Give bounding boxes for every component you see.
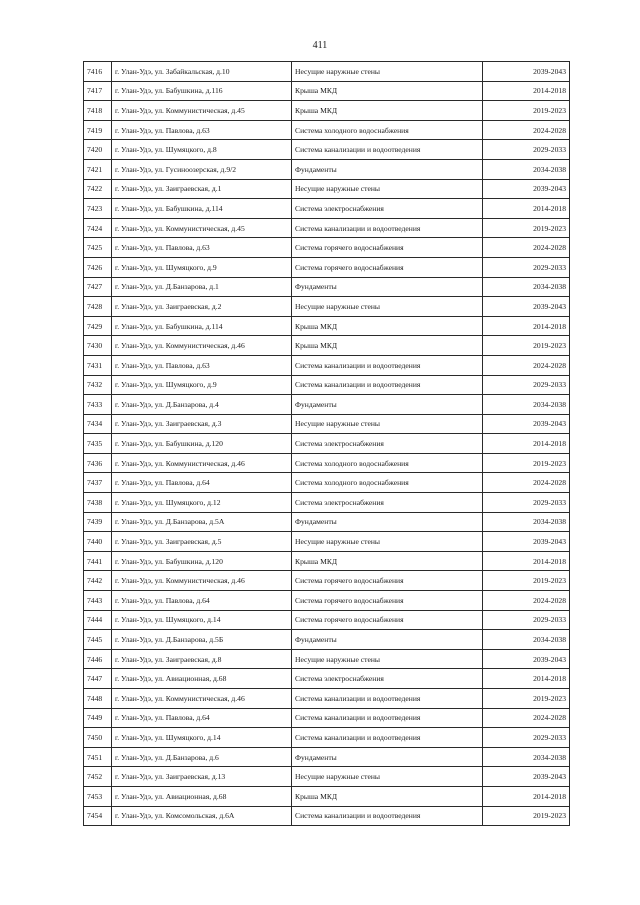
address-cell: г. Улан-Удэ, ул. Заиграевская, д.8 xyxy=(112,649,292,669)
address-cell: г. Улан-Удэ, ул. Бабушкина, д.120 xyxy=(112,551,292,571)
row-number-cell: 7416 xyxy=(84,62,112,82)
table-row xyxy=(84,238,570,258)
address-cell: г. Улан-Удэ, ул. Бабушкина, д.116 xyxy=(112,81,292,101)
row-number-cell: 7426 xyxy=(84,257,112,277)
address-cell: г. Улан-Удэ, ул. Шумяцкого, д.14 xyxy=(112,610,292,630)
row-number-cell: 7422 xyxy=(84,179,112,199)
work-type-cell: Система канализации и водоотведения xyxy=(292,355,483,375)
period-cell: 2014-2018 xyxy=(483,199,570,219)
work-type-cell: Система канализации и водоотведения xyxy=(292,218,483,238)
row-number-cell: 7446 xyxy=(84,649,112,669)
period-cell: 2019-2023 xyxy=(483,689,570,709)
address-cell: г. Улан-Удэ, ул. Д.Банзарова, д.4 xyxy=(112,395,292,415)
address-cell: г. Улан-Удэ, ул. Коммунистическая, д.46 xyxy=(112,689,292,709)
table-row xyxy=(84,728,570,748)
period-cell: 2039-2043 xyxy=(483,532,570,552)
address-cell: г. Улан-Удэ, ул. Заиграевская, д.2 xyxy=(112,297,292,317)
address-cell: г. Улан-Удэ, ул. Бабушкина, д.114 xyxy=(112,199,292,219)
row-number-cell: 7431 xyxy=(84,355,112,375)
work-type-cell: Фундаменты xyxy=(292,159,483,179)
period-cell: 2039-2043 xyxy=(483,62,570,82)
row-number-cell: 7443 xyxy=(84,591,112,611)
work-type-cell: Фундаменты xyxy=(292,277,483,297)
row-number-cell: 7452 xyxy=(84,767,112,787)
address-cell: г. Улан-Удэ, ул. Павлова, д.64 xyxy=(112,473,292,493)
table-row xyxy=(84,806,570,826)
table-row xyxy=(84,336,570,356)
work-type-cell: Система холодного водоснабжения xyxy=(292,120,483,140)
work-type-cell: Система электроснабжения xyxy=(292,434,483,454)
period-cell: 2034-2038 xyxy=(483,630,570,650)
period-cell: 2039-2043 xyxy=(483,767,570,787)
work-type-cell: Несущие наружные стены xyxy=(292,649,483,669)
table-row xyxy=(84,512,570,532)
table-row xyxy=(84,767,570,787)
period-cell: 2019-2023 xyxy=(483,453,570,473)
address-cell: г. Улан-Удэ, ул. Коммунистическая, д.46 xyxy=(112,571,292,591)
period-cell: 2039-2043 xyxy=(483,414,570,434)
work-type-cell: Фундаменты xyxy=(292,395,483,415)
work-type-cell: Система электроснабжения xyxy=(292,493,483,513)
table-row xyxy=(84,786,570,806)
period-cell: 2034-2038 xyxy=(483,395,570,415)
table-row xyxy=(84,649,570,669)
work-type-cell: Фундаменты xyxy=(292,747,483,767)
table-row xyxy=(84,591,570,611)
period-cell: 2034-2038 xyxy=(483,747,570,767)
address-cell: г. Улан-Удэ, ул. Д.Банзарова, д.5А xyxy=(112,512,292,532)
row-number-cell: 7427 xyxy=(84,277,112,297)
period-cell: 2024-2028 xyxy=(483,120,570,140)
table-row xyxy=(84,630,570,650)
work-type-cell: Несущие наружные стены xyxy=(292,297,483,317)
work-type-cell: Фундаменты xyxy=(292,512,483,532)
table-row xyxy=(84,120,570,140)
period-cell: 2014-2018 xyxy=(483,81,570,101)
row-number-cell: 7445 xyxy=(84,630,112,650)
period-cell: 2039-2043 xyxy=(483,297,570,317)
address-cell: г. Улан-Удэ, ул. Шумяцкого, д.9 xyxy=(112,257,292,277)
address-cell: г. Улан-Удэ, ул. Шумяцкого, д.8 xyxy=(112,140,292,160)
work-type-cell: Крыша МКД xyxy=(292,551,483,571)
period-cell: 2019-2023 xyxy=(483,571,570,591)
row-number-cell: 7444 xyxy=(84,610,112,630)
table-row xyxy=(84,375,570,395)
row-number-cell: 7437 xyxy=(84,473,112,493)
table-row xyxy=(84,493,570,513)
table-row xyxy=(84,747,570,767)
address-cell: г. Улан-Удэ, ул. Шумяцкого, д.9 xyxy=(112,375,292,395)
table-row xyxy=(84,277,570,297)
row-number-cell: 7433 xyxy=(84,395,112,415)
table-row xyxy=(84,610,570,630)
table-row xyxy=(84,414,570,434)
row-number-cell: 7434 xyxy=(84,414,112,434)
row-number-cell: 7419 xyxy=(84,120,112,140)
address-cell: г. Улан-Удэ, ул. Павлова, д.63 xyxy=(112,355,292,375)
period-cell: 2019-2023 xyxy=(483,806,570,826)
address-cell: г. Улан-Удэ, ул. Заиграевская, д.5 xyxy=(112,532,292,552)
row-number-cell: 7423 xyxy=(84,199,112,219)
period-cell: 2014-2018 xyxy=(483,786,570,806)
row-number-cell: 7451 xyxy=(84,747,112,767)
work-type-cell: Система горячего водоснабжения xyxy=(292,571,483,591)
address-cell: г. Улан-Удэ, ул. Заиграевская, д.3 xyxy=(112,414,292,434)
address-cell: г. Улан-Удэ, ул. Павлова, д.63 xyxy=(112,120,292,140)
table-row xyxy=(84,708,570,728)
work-type-cell: Крыша МКД xyxy=(292,336,483,356)
address-cell: г. Улан-Удэ, ул. Павлова, д.64 xyxy=(112,708,292,728)
address-cell: г. Улан-Удэ, ул. Коммунистическая, д.45 xyxy=(112,101,292,121)
work-type-cell: Система канализации и водоотведения xyxy=(292,689,483,709)
period-cell: 2029-2033 xyxy=(483,375,570,395)
table-row xyxy=(84,316,570,336)
address-cell: г. Улан-Удэ, ул. Комсомольская, д.6А xyxy=(112,806,292,826)
address-cell: г. Улан-Удэ, ул. Авиационная, д.68 xyxy=(112,669,292,689)
work-type-cell: Фундаменты xyxy=(292,630,483,650)
period-cell: 2034-2038 xyxy=(483,159,570,179)
period-cell: 2034-2038 xyxy=(483,277,570,297)
table-row xyxy=(84,473,570,493)
row-number-cell: 7442 xyxy=(84,571,112,591)
address-cell: г. Улан-Удэ, ул. Коммунистическая, д.45 xyxy=(112,218,292,238)
row-number-cell: 7447 xyxy=(84,669,112,689)
table-row xyxy=(84,453,570,473)
work-type-cell: Несущие наружные стены xyxy=(292,179,483,199)
row-number-cell: 7450 xyxy=(84,728,112,748)
address-cell: г. Улан-Удэ, ул. Заиграевская, д.13 xyxy=(112,767,292,787)
period-cell: 2024-2028 xyxy=(483,355,570,375)
address-cell: г. Улан-Удэ, ул. Бабушкина, д.120 xyxy=(112,434,292,454)
work-type-cell: Система холодного водоснабжения xyxy=(292,453,483,473)
address-cell: г. Улан-Удэ, ул. Заиграевская, д.1 xyxy=(112,179,292,199)
period-cell: 2029-2033 xyxy=(483,257,570,277)
table-row xyxy=(84,140,570,160)
table-row xyxy=(84,159,570,179)
address-cell: г. Улан-Удэ, ул. Д.Банзарова, д.5Б xyxy=(112,630,292,650)
period-cell: 2024-2028 xyxy=(483,473,570,493)
address-cell: г. Улан-Удэ, ул. Бабушкина, д.114 xyxy=(112,316,292,336)
row-number-cell: 7438 xyxy=(84,493,112,513)
work-type-cell: Система электроснабжения xyxy=(292,669,483,689)
address-cell: г. Улан-Удэ, ул. Д.Банзарова, д.1 xyxy=(112,277,292,297)
row-number-cell: 7454 xyxy=(84,806,112,826)
row-number-cell: 7441 xyxy=(84,551,112,571)
table-row xyxy=(84,199,570,219)
work-type-cell: Система канализации и водоотведения xyxy=(292,375,483,395)
address-cell: г. Улан-Удэ, ул. Коммунистическая, д.46 xyxy=(112,336,292,356)
address-cell: г. Улан-Удэ, ул. Павлова, д.64 xyxy=(112,591,292,611)
period-cell: 2014-2018 xyxy=(483,316,570,336)
row-number-cell: 7453 xyxy=(84,786,112,806)
period-cell: 2019-2023 xyxy=(483,218,570,238)
work-type-cell: Система горячего водоснабжения xyxy=(292,610,483,630)
address-cell: г. Улан-Удэ, ул. Гусиноозерская, д.9/2 xyxy=(112,159,292,179)
table-row xyxy=(84,669,570,689)
page-number: 411 xyxy=(312,40,328,51)
table-row xyxy=(84,571,570,591)
work-type-cell: Система горячего водоснабжения xyxy=(292,591,483,611)
period-cell: 2019-2023 xyxy=(483,336,570,356)
row-number-cell: 7420 xyxy=(84,140,112,160)
row-number-cell: 7428 xyxy=(84,297,112,317)
table-row xyxy=(84,101,570,121)
table-row xyxy=(84,395,570,415)
row-number-cell: 7424 xyxy=(84,218,112,238)
table-row xyxy=(84,62,570,82)
period-cell: 2029-2033 xyxy=(483,140,570,160)
period-cell: 2029-2033 xyxy=(483,493,570,513)
table-row xyxy=(84,532,570,552)
address-cell: г. Улан-Удэ, ул. Павлова, д.63 xyxy=(112,238,292,258)
registry-table-body xyxy=(84,62,570,826)
work-type-cell: Несущие наружные стены xyxy=(292,532,483,552)
period-cell: 2024-2028 xyxy=(483,238,570,258)
address-cell: г. Улан-Удэ, ул. Авиационная, д.68 xyxy=(112,786,292,806)
work-type-cell: Несущие наружные стены xyxy=(292,767,483,787)
period-cell: 2039-2043 xyxy=(483,649,570,669)
row-number-cell: 7418 xyxy=(84,101,112,121)
address-cell: г. Улан-Удэ, ул. Д.Банзарова, д.6 xyxy=(112,747,292,767)
work-type-cell: Система горячего водоснабжения xyxy=(292,238,483,258)
address-cell: г. Улан-Удэ, ул. Забайкальская, д.10 xyxy=(112,62,292,82)
work-type-cell: Несущие наружные стены xyxy=(292,62,483,82)
row-number-cell: 7425 xyxy=(84,238,112,258)
work-type-cell: Крыша МКД xyxy=(292,81,483,101)
period-cell: 2014-2018 xyxy=(483,434,570,454)
period-cell: 2034-2038 xyxy=(483,512,570,532)
period-cell: 2024-2028 xyxy=(483,591,570,611)
row-number-cell: 7439 xyxy=(84,512,112,532)
period-cell: 2029-2033 xyxy=(483,610,570,630)
table-row xyxy=(84,218,570,238)
row-number-cell: 7435 xyxy=(84,434,112,454)
period-cell: 2024-2028 xyxy=(483,708,570,728)
work-type-cell: Несущие наружные стены xyxy=(292,414,483,434)
period-cell: 2014-2018 xyxy=(483,669,570,689)
table-row xyxy=(84,297,570,317)
address-cell: г. Улан-Удэ, ул. Шумяцкого, д.12 xyxy=(112,493,292,513)
period-cell: 2029-2033 xyxy=(483,728,570,748)
row-number-cell: 7421 xyxy=(84,159,112,179)
registry-table xyxy=(83,61,570,826)
work-type-cell: Крыша МКД xyxy=(292,101,483,121)
work-type-cell: Крыша МКД xyxy=(292,786,483,806)
work-type-cell: Система горячего водоснабжения xyxy=(292,257,483,277)
work-type-cell: Система канализации и водоотведения xyxy=(292,806,483,826)
work-type-cell: Система холодного водоснабжения xyxy=(292,473,483,493)
work-type-cell: Система канализации и водоотведения xyxy=(292,140,483,160)
period-cell: 2014-2018 xyxy=(483,551,570,571)
table-row xyxy=(84,81,570,101)
work-type-cell: Система электроснабжения xyxy=(292,199,483,219)
table-row xyxy=(84,179,570,199)
row-number-cell: 7440 xyxy=(84,532,112,552)
work-type-cell: Система канализации и водоотведения xyxy=(292,708,483,728)
row-number-cell: 7430 xyxy=(84,336,112,356)
table-row xyxy=(84,689,570,709)
row-number-cell: 7429 xyxy=(84,316,112,336)
address-cell: г. Улан-Удэ, ул. Шумяцкого, д.14 xyxy=(112,728,292,748)
period-cell: 2019-2023 xyxy=(483,101,570,121)
period-cell: 2039-2043 xyxy=(483,179,570,199)
row-number-cell: 7432 xyxy=(84,375,112,395)
row-number-cell: 7448 xyxy=(84,689,112,709)
row-number-cell: 7417 xyxy=(84,81,112,101)
row-number-cell: 7449 xyxy=(84,708,112,728)
table-row xyxy=(84,257,570,277)
row-number-cell: 7436 xyxy=(84,453,112,473)
address-cell: г. Улан-Удэ, ул. Коммунистическая, д.46 xyxy=(112,453,292,473)
work-type-cell: Система канализации и водоотведения xyxy=(292,728,483,748)
table-row xyxy=(84,355,570,375)
table-row xyxy=(84,551,570,571)
table-row xyxy=(84,434,570,454)
work-type-cell: Крыша МКД xyxy=(292,316,483,336)
